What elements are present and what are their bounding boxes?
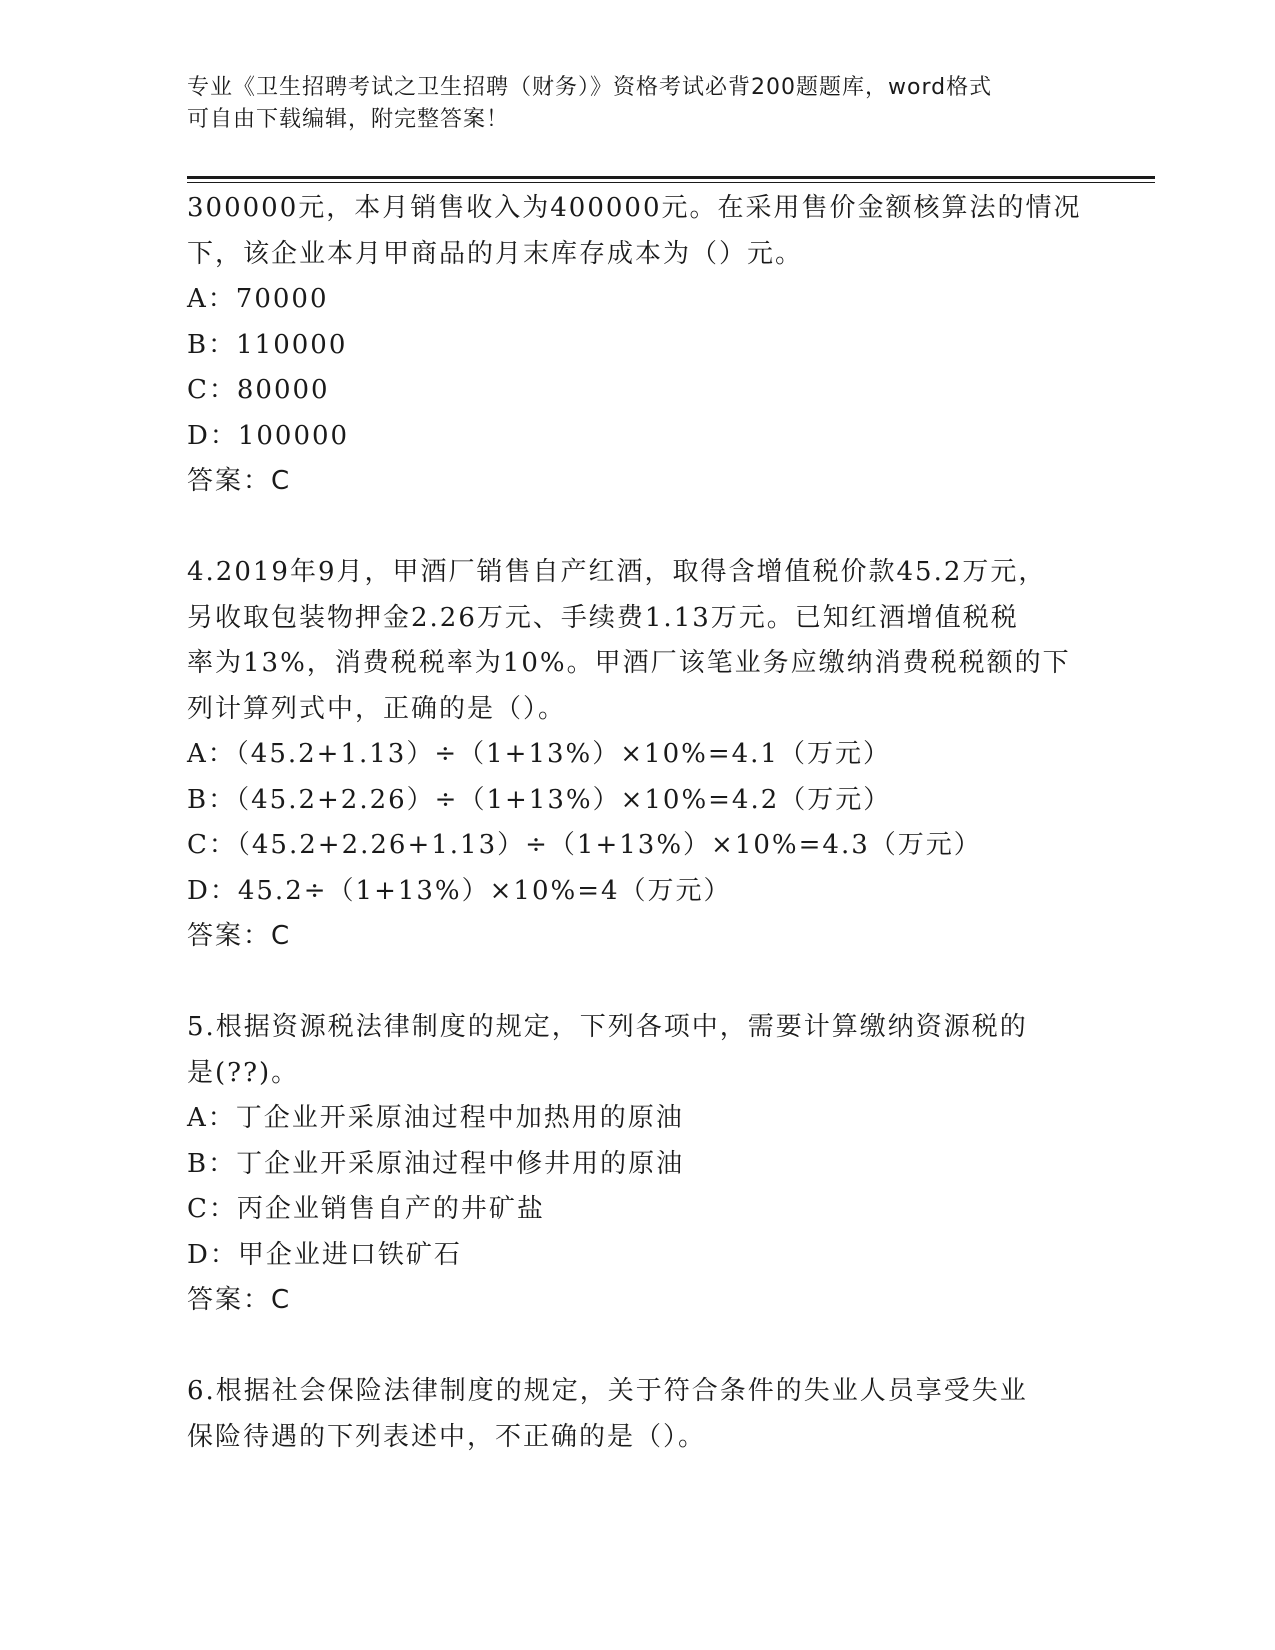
option-b: B：丁企业开采原油过程中修井用的原油 [187, 1148, 685, 1179]
question-content [187, 186, 1087, 1460]
question-3 [187, 186, 1087, 505]
option-d: D：45.2÷（1+13%）×10%=4（万元） [187, 875, 732, 906]
header-line-2: 可自由下载编辑，附完整答案！ [187, 107, 510, 132]
option-d: D：甲企业进口铁矿石 [187, 1239, 462, 1270]
header-rule-thin [187, 182, 1155, 183]
option-a: A：70000 [187, 284, 329, 314]
question-stem-line: 保险待遇的下列表述中，不正确的是（）。 [187, 1421, 707, 1452]
option-c: C：（45.2+2.26+1.13）÷（1+13%）×10%=4.3（万元） [187, 830, 982, 860]
option-b: B：（45.2+2.26）÷（1+13%）×10%=4.2（万元） [187, 784, 892, 815]
question-stem-line: 下，该企业本月甲商品的月末库存成本为（）元。 [187, 238, 804, 269]
question-6 [187, 1369, 1087, 1460]
header-rule-thick [187, 176, 1155, 179]
option-c: C：80000 [187, 375, 330, 405]
option-c: C：丙企业销售自产的井矿盐 [187, 1194, 545, 1224]
page-header [187, 72, 1087, 136]
question-4 [187, 550, 1087, 960]
question-stem-line: 是(??)。 [187, 1057, 300, 1088]
option-d: D：100000 [187, 420, 350, 451]
question-stem-line: 另收取包装物押金2.26万元、手续费1.13万元。已知红酒增值税税 [187, 602, 1019, 633]
option-a: A：丁企业开采原油过程中加热用的原油 [187, 1103, 684, 1133]
option-b: B：110000 [187, 329, 348, 360]
answer-line: 答案：C [187, 466, 292, 496]
question-stem-line: 6.根据社会保险法律制度的规定，关于符合条件的失业人员享受失业 [187, 1376, 1028, 1406]
question-stem-line: 5.根据资源税法律制度的规定，下列各项中，需要计算缴纳资源税的 [187, 1012, 1028, 1042]
answer-line: 答案：C [187, 1285, 292, 1315]
question-stem-line: 4.2019年9月，甲酒厂销售自产红酒，取得含增值税价款45.2万元， [187, 557, 1047, 587]
option-a: A：（45.2+1.13）÷（1+13%）×10%=4.1（万元） [187, 739, 891, 769]
question-5 [187, 1005, 1087, 1324]
question-stem-line: 300000元，本月销售收入为400000元。在采用售价金额核算法的情况 [187, 193, 1082, 223]
header-line-1: 专业《卫生招聘考试之卫生招聘（财务）》资格考试必背200题题库，word格式 [187, 75, 993, 100]
answer-line: 答案：C [187, 921, 292, 951]
question-stem-line: 率为13%，消费税税率为10%。甲酒厂该笔业务应缴纳消费税税额的下 [187, 648, 1071, 678]
question-stem-line: 列计算列式中，正确的是（）。 [187, 693, 567, 724]
